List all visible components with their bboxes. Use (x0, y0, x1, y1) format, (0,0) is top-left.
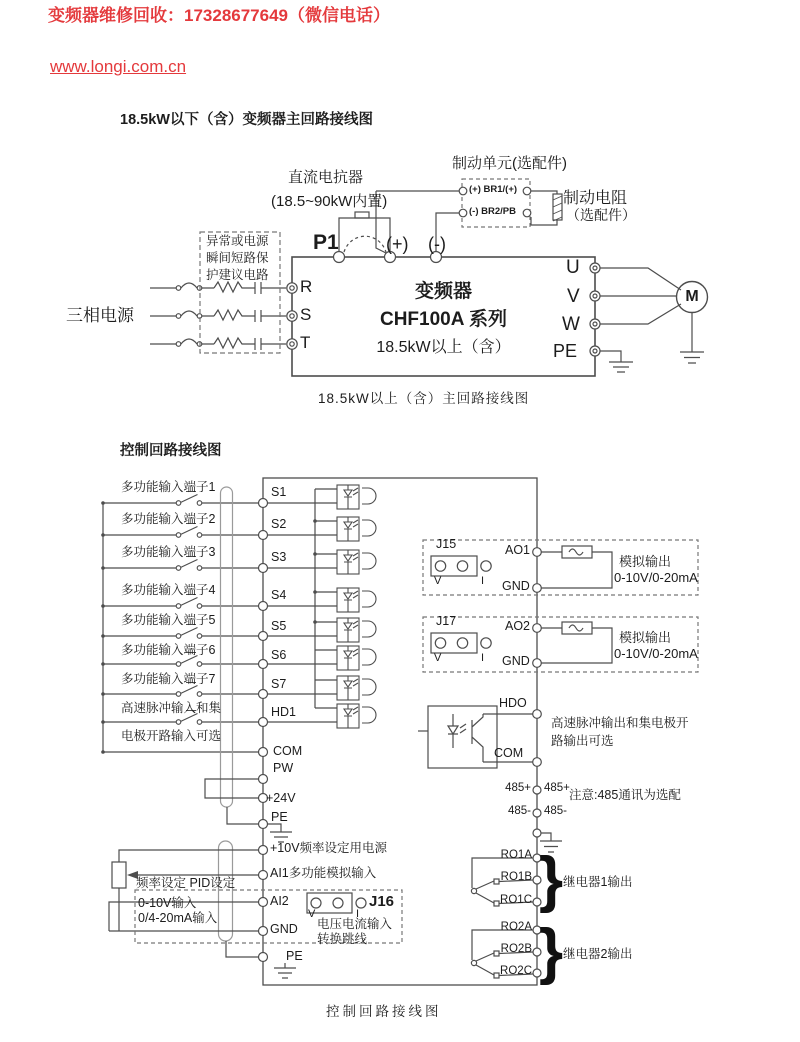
terminal-label-ro1c: RO1C (500, 894, 532, 906)
input-terminals (287, 283, 297, 349)
control-box (263, 478, 537, 985)
three-phase-label: 三相电源 (66, 306, 134, 325)
input-label-optional: 电极开路输入可选 (121, 729, 222, 743)
terminal-label-ao2: AO2 (505, 619, 531, 633)
input-label-6: 多功能输入端子6 (121, 643, 216, 657)
brake-resistor-label: 制动电阻 (563, 190, 628, 207)
j16-i-label: I (356, 908, 360, 920)
j16-v-label: V (308, 908, 316, 920)
terminal-label-pe2: PE (286, 949, 303, 963)
j17-label: J17 (436, 614, 457, 628)
terminal-label-u: U (566, 257, 580, 278)
terminal-label-r: R (300, 277, 313, 296)
terminal-label-ro1a: RO1A (500, 849, 532, 861)
j15-v-label: V (434, 575, 442, 587)
input-label-2: 多功能输入端子2 (121, 512, 216, 526)
relay2-brace: } (539, 917, 564, 986)
ao2-desc-2: 0-10V/0-20mA (614, 646, 698, 661)
ao2-gnd-label: GND (502, 654, 530, 668)
terminal-label-s1: S1 (271, 485, 287, 499)
protection-note-1: 异常或电源 (206, 234, 269, 248)
terminal-label-485p-outer: 485+ (544, 782, 570, 794)
terminal-label-pw: PW (273, 761, 294, 775)
terminal-label-485n-outer: 485- (544, 805, 568, 817)
terminal-label-s5: S5 (271, 619, 287, 633)
terminal-label-pe: PE (553, 341, 578, 361)
j16-note-1: 电压电流输入 (317, 917, 393, 931)
terminal-label-hdo: HDO (499, 696, 527, 710)
shield-to-pe-wire (227, 807, 259, 824)
terminal-label-s: S (300, 305, 312, 324)
main-circuit-caption: 18.5kW以上（含）主回路接线图 (318, 391, 530, 406)
range-label-2: 0/4-20mA输入 (138, 911, 218, 925)
output-wires (590, 263, 681, 356)
terminal-label-ro2b: RO2B (500, 943, 532, 955)
potentiometer-symbol (112, 862, 126, 888)
terminal-label-com2: COM (494, 746, 524, 760)
pe-ground (600, 351, 633, 372)
terminal-label-ai2: AI2 (270, 894, 289, 908)
br1-terminal-label: (+) BR1/(+) (469, 184, 518, 195)
terminal-label-24v: +24V (266, 791, 296, 805)
website-link[interactable]: www.longi.com.cn (50, 57, 187, 76)
dc-reactor-note: (18.5~90kW内置) (271, 193, 388, 210)
terminal-label-485p-inner: 485+ (505, 782, 531, 794)
relay1-brace: } (539, 845, 564, 914)
phase-line-r (150, 282, 286, 294)
terminal-label-ro2a: RO2A (500, 921, 532, 933)
ao2-desc-1: 模拟输出 (619, 630, 672, 645)
terminal-label-ro2c: RO2C (500, 965, 532, 977)
input-label-1: 多功能输入端子1 (121, 480, 216, 494)
terminal-label-hd1: HD1 (271, 705, 297, 719)
terminal-label-pe1: PE (271, 810, 288, 824)
terminal-label-s4: S4 (271, 588, 287, 602)
inverter-name: 变频器 (414, 281, 472, 302)
terminal-label-t: T (300, 333, 311, 352)
terminal-label-10v: +10V频率设定用电源 (270, 841, 388, 855)
motor-label: M (685, 288, 699, 305)
minus-terminal-label: (-) (428, 234, 446, 254)
br2-terminal-label: (-) BR2/PB (469, 206, 516, 217)
terminal-label-s7: S7 (271, 677, 287, 691)
inverter-series: CHF100A 系列 (379, 309, 508, 330)
hdo-note-2: 路输出可选 (551, 734, 614, 748)
relay1-label: 继电器1输出 (563, 875, 633, 889)
input-label-hd1: 高速脉冲输入和集 (121, 701, 222, 715)
pot-label: 频率设定 PID设定 (136, 876, 236, 890)
shield-capsule-analog (219, 841, 233, 941)
j15-label: J15 (436, 537, 457, 551)
protection-note-3: 护建议电路 (206, 268, 269, 282)
j16-label: J16 (369, 893, 395, 910)
pe1-ground (268, 824, 293, 842)
j17-i-label: I (481, 652, 485, 664)
terminal-label-485n-inner: 485- (507, 805, 531, 817)
motor-ground (680, 313, 704, 363)
terminal-label-com: COM (273, 744, 303, 758)
terminal-label-s6: S6 (271, 648, 287, 662)
dc-reactor-symbol (339, 212, 390, 252)
control-circuit-caption: 控制回路接线图 (326, 1004, 442, 1019)
pe2-ground (274, 963, 296, 978)
brake-resistor-symbol (531, 191, 562, 225)
ao1-desc-2: 0-10V/0-20mA (614, 570, 698, 585)
p1-terminal-label: P1 (313, 231, 339, 254)
protection-note-2: 瞬间短路保 (206, 251, 269, 265)
control-circuit-title: 控制回路接线图 (120, 443, 222, 459)
service-phone-line: 变频器维修回收：17328677649（微信电话） (48, 6, 390, 25)
terminal-label-s2: S2 (271, 517, 287, 531)
main-circuit-title: 18.5kW以下（含）变频器主回路接线图 (120, 112, 373, 128)
terminal-label-w: W (562, 314, 580, 335)
dc-reactor-label: 直流电抗器 (288, 169, 364, 186)
terminal-label-ao1: AO1 (505, 543, 531, 557)
terminal-label-gnd: GND (270, 922, 298, 936)
phase-line-s (150, 310, 286, 322)
j17-v-label: V (434, 652, 442, 664)
brake-resistor-note: （选配件） (566, 207, 636, 223)
hdo-note-1: 高速脉冲输出和集电极开 (551, 716, 689, 730)
plus-terminal-label: (+) (386, 234, 409, 254)
input-label-7: 多功能输入端子7 (121, 672, 216, 686)
input-label-4: 多功能输入端子4 (121, 583, 216, 597)
input-label-3: 多功能输入端子3 (121, 545, 216, 559)
terminal-label-ai1: AI1多功能模拟输入 (270, 866, 377, 880)
brake-unit-label: 制动单元(选配件) (452, 155, 567, 172)
j15-i-label: I (481, 575, 485, 587)
ao1-gnd-label: GND (502, 579, 530, 593)
relay2-label: 继电器2输出 (563, 947, 633, 961)
phase-line-t (150, 338, 286, 350)
inverter-rating: 18.5kW以上（含） (376, 339, 511, 356)
pw-24v-jumper (205, 779, 259, 798)
comm-485-note: 注意:485通讯为选配 (569, 788, 681, 802)
ao1-desc-1: 模拟输出 (619, 554, 672, 569)
terminal-label-ro1b: RO1B (500, 871, 532, 883)
range-label-1: 0-10V输入 (138, 896, 197, 910)
terminal-label-v: V (567, 286, 580, 307)
input-label-5: 多功能输入端子5 (121, 613, 216, 627)
j16-note-2: 转换跳线 (317, 932, 368, 946)
terminal-label-s3: S3 (271, 550, 287, 564)
